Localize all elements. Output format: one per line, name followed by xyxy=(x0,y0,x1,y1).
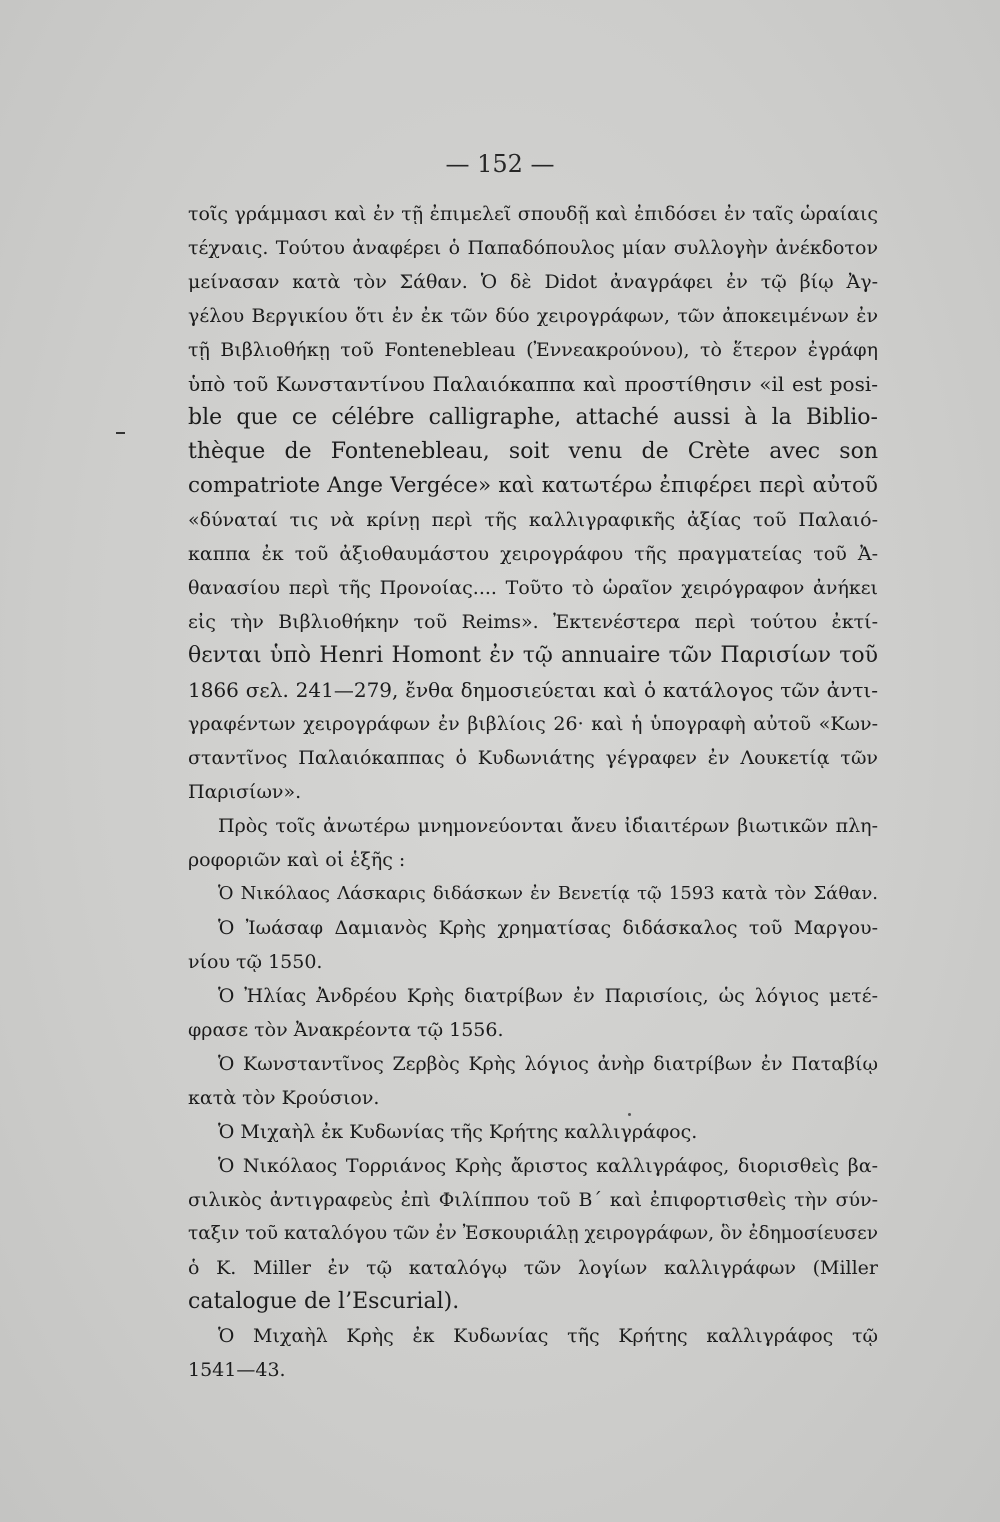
text-line: γραφέντων χειρογράφων ἐν βιβλίοις 26· καὶ ἡ ὑπογραφὴ αὐτοῦ «Κων- xyxy=(188,713,878,735)
text-line: τοῖς γράμμασι καὶ ἐν τῇ ἐπιμελεῖ σπουδῇ καὶ ἐπιδόσει ἐν ταῖς ὡραίαις xyxy=(188,203,878,225)
text-line: Ὁ Κωνσταντῖνος Ζερβὸς Κρὴς λόγιος ἀνὴρ διατρίβων ἐν Παταβίῳ xyxy=(218,1053,878,1075)
text-line: Ὁ Ἰωάσαφ Δαμιανὸς Κρὴς χρηματίσας διδάσκαλος τοῦ Μαργου- xyxy=(218,917,878,939)
text-line: ble que ce célébre calligraphe, attaché aussi à la Biblio- xyxy=(188,405,878,430)
text-line: ὑπὸ τοῦ Κωνσταντίνου Παλαιόκαππα καὶ προστίθησιν «il est posi- xyxy=(188,372,878,396)
text-line: καππα ἐκ τοῦ ἀξιοθαυμάστου χειρογράφου τῆς πραγματείας τοῦ Ἀ- xyxy=(188,543,878,565)
text-line: Πρὸς τοῖς ἀνωτέρω μνημονεύονται ἄνευ ἰδιαιτέρων βιωτικῶν πλη- xyxy=(218,815,878,837)
text-line: ὁ K. Miller ἐν τῷ καταλόγῳ τῶν λογίων καλλιγράφων (Miller xyxy=(188,1257,878,1279)
text-line: ροφοριῶν καὶ οἱ ἑξῆς : xyxy=(188,849,406,871)
margin-mark xyxy=(116,432,125,434)
text-line: κατὰ τὸν Κρούσιον. xyxy=(188,1087,380,1109)
text-line: 1541—43. xyxy=(188,1359,286,1381)
text-line: thèque de Fontenebleau, soit venu de Crète avec son xyxy=(188,439,878,464)
text-line: ταξιν τοῦ καταλόγου τῶν ἐν Ἐσκουριάλῃ χειρογράφων, ὃν ἐδημοσίευσεν xyxy=(188,1223,878,1244)
text-line: Ὁ Ἠλίας Ἀνδρέου Κρὴς διατρίβων ἐν Παρισίοις, ὡς λόγιος μετέ- xyxy=(218,985,878,1007)
text-line: compatriote Ange Vergéce» καὶ κατωτέρω ἐπιφέρει περὶ αὐτοῦ xyxy=(188,473,878,498)
text-line: Ὁ Μιχαὴλ Κρὴς ἐκ Κυδωνίας τῆς Κρήτης καλλιγράφος τῷ xyxy=(218,1325,878,1347)
text-line: εἰς τὴν Βιβλιοθήκην τοῦ Reims». Ἐκτενέστερα περὶ τούτου ἐκτί- xyxy=(188,611,878,633)
text-line: τέχναις. Τούτου ἀναφέρει ὁ Παπαδόπουλος μίαν συλλογὴν ἀνέκδοτον xyxy=(188,237,878,259)
text-line: 1866 σελ. 241—279, ἔνθα δημοσιεύεται καὶ ὁ κατάλογος τῶν ἀντι- xyxy=(188,678,878,702)
page-number: — 152 — xyxy=(445,150,555,178)
text-line: «δύναταί τις νὰ κρίνῃ περὶ τῆς καλλιγραφικῆς ἀξίας τοῦ Παλαιό- xyxy=(188,509,878,531)
text-line: νίου τῷ 1550. xyxy=(188,951,323,973)
text-line: θενται ὑπὸ Henri Homont ἐν τῷ annuaire τῶν Παρισίων τοῦ xyxy=(188,643,878,668)
text-line: catalogue de l’Escurial). xyxy=(188,1289,460,1314)
text-line: σταντῖνος Παλαιόκαππας ὁ Κυδωνιάτης γέγραφεν ἐν Λουκετίᾳ τῶν xyxy=(188,747,878,769)
text-line: Ὁ Μιχαὴλ ἐκ Κυδωνίας τῆς Κρήτης καλλιγράφος. xyxy=(218,1121,698,1143)
text-line: Ὁ Νικόλαος Τορριάνος Κρὴς ἄριστος καλλιγράφος, διορισθεὶς βα- xyxy=(218,1155,878,1177)
text-line: Παρισίων». xyxy=(188,781,302,803)
text-line: θανασίου περὶ τῆς Προνοίας.... Τοῦτο τὸ ὡραῖον χειρόγραφον ἀνήκει xyxy=(188,577,878,599)
text-line: φρασε τὸν Ἀνακρέοντα τῷ 1556. xyxy=(188,1019,504,1041)
body-text xyxy=(188,197,878,1387)
text-line: γέλου Βεργικίου ὅτι ἐν ἐκ τῶν δύο χειρογράφων, τῶν ἀποκειμένων ἐν xyxy=(188,305,878,327)
text-line: σιλικὸς ἀντιγραφεὺς ἐπὶ Φιλίππου τοῦ Β΄ καὶ ἐπιφορτισθεὶς τὴν σύν- xyxy=(188,1189,878,1211)
text-line: Ὁ Νικόλαος Λάσκαρις διδάσκων ἐν Βενετίᾳ τῷ 1593 κατὰ τὸν Σάθαν. xyxy=(218,883,878,904)
text-line: μείνασαν κατὰ τὸν Σάθαν. Ὁ δὲ Didot ἀναγράφει ἐν τῷ βίῳ Ἀγ- xyxy=(188,271,878,293)
text-line: τῇ Βιβλιοθήκῃ τοῦ Fontenebleau (Ἐννεακρούνου), τὸ ἕτερον ἐγράφη xyxy=(188,339,878,361)
